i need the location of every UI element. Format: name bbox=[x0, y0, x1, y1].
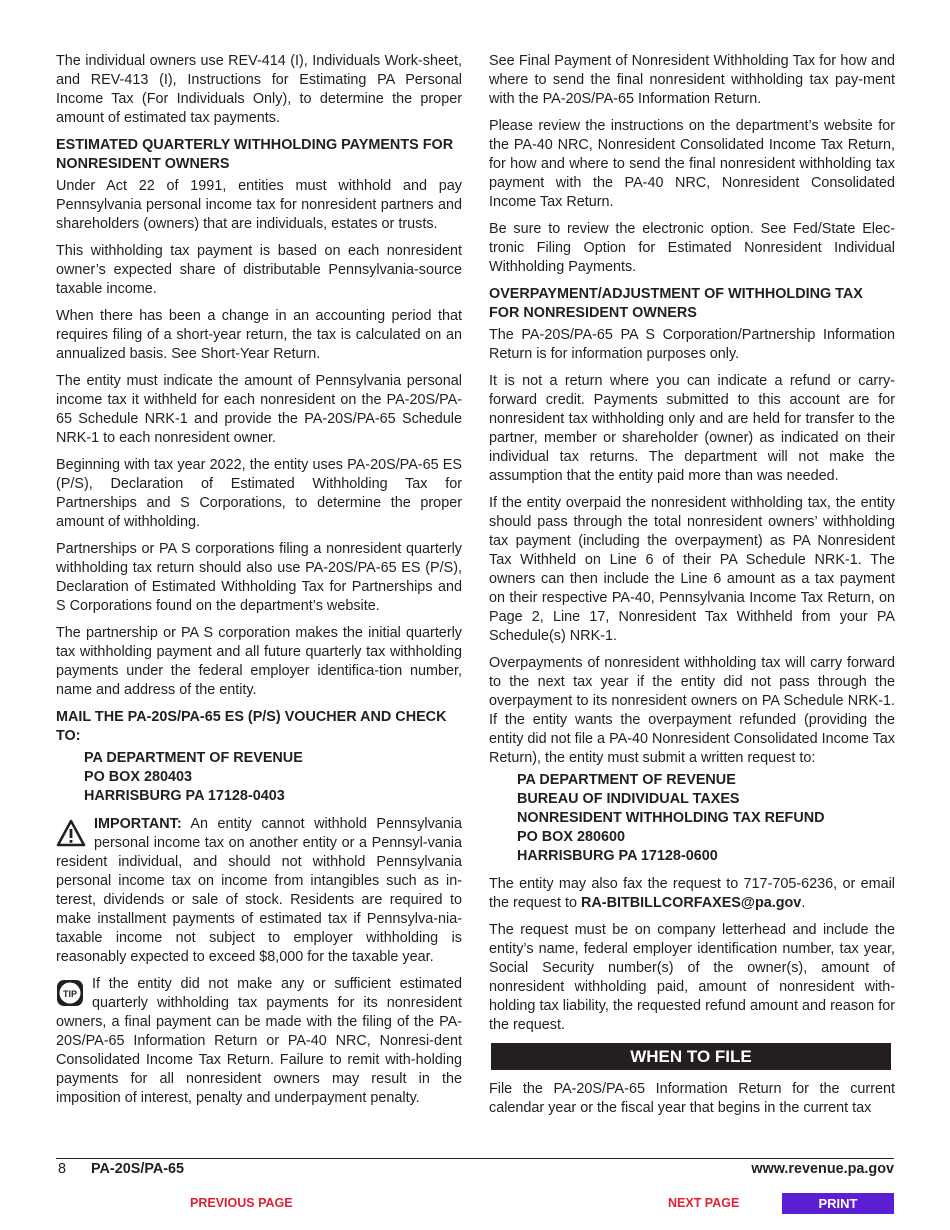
paragraph: The PA-20S/PA-65 PA S Corporation/Partnership Information Return is for information purposes only. bbox=[489, 327, 895, 362]
paragraph: Be sure to review the electronic option. See Fed/State Elec-tronic Filing Option for Estimated Nonresident Individual Withholding Payments. bbox=[489, 221, 895, 275]
address-line: NONRESIDENT WITHHOLDING TAX REFUND bbox=[517, 810, 825, 826]
section-heading-overpayment: OVERPAYMENT/ADJUSTMENT OF WITHHOLDING TAX FOR NONRESIDENT OWNERS bbox=[489, 286, 863, 321]
paragraph: See Final Payment of Nonresident Withholding Tax for how and where to send the final nonresident withholding tax pay-ment with the PA-20S/PA-65 Information Return. bbox=[489, 53, 895, 107]
footer-website: www.revenue.pa.gov bbox=[751, 1161, 894, 1177]
mailing-address bbox=[84, 749, 462, 806]
section-heading-mail-voucher: MAIL THE PA-20S/PA-65 ES (P/S) VOUCHER AND CHECK TO: bbox=[56, 709, 447, 744]
when-to-file-banner: WHEN TO FILE bbox=[491, 1043, 891, 1070]
refund-mailing-address bbox=[517, 771, 895, 866]
important-label: IMPORTANT: bbox=[94, 816, 182, 832]
tip-icon-label: TIP bbox=[62, 989, 78, 999]
address-line: HARRISBURG PA 17128-0600 bbox=[517, 848, 718, 864]
paragraph: Overpayments of nonresident withholding tax will carry forward to the next tax year if the entity did not pass through the overpayment to its nonresident owners on PA Schedule NRK-1. If the entity wants the overpayment refunded (providing the entity did not file a PA-40 Nonresident Consolidated Income Tax Return), the entity must submit a written request to: bbox=[489, 655, 895, 766]
address-line: PO BOX 280403 bbox=[84, 769, 192, 785]
paragraph: The request must be on company letterhead and include the entity’s name, federal employer identification number, tax year, Social Security number(s) of the owner(s), amount of nonresident withholding paid, amount of nonresident with-holding tax liability, the requested refund amount and reason for the request. bbox=[489, 922, 895, 1033]
footer-divider bbox=[56, 1158, 894, 1159]
email-link[interactable]: RA-BITBILLCORFAXES@pa.gov bbox=[581, 895, 802, 911]
paragraph: This withholding tax payment is based on each nonresident owner’s expected share of distributable Pennsylvania-source taxable income. bbox=[56, 243, 462, 297]
paragraph: If the entity overpaid the nonresident withholding tax, the entity should pass through the total nonresident owners’ withholding tax payment (including the overpayment) as PA Nonresident Tax Withheld on Line 6 of their PA Schedule NRK-1. The owners can then include the Line 6 amount as a tax payment on their respective PA-40, Pennsylvania Income Tax Return, on Page 2, Line 17, Nonresident Tax Withheld from your PA Schedule(s) NRK-1. bbox=[489, 495, 895, 644]
tip-note bbox=[56, 975, 462, 1108]
previous-page-link[interactable]: PREVIOUS PAGE bbox=[190, 1196, 293, 1210]
tip-text: If the entity did not make any or sufficient estimated quarterly withholding tax payments for its nonresident owners, a final payment can be made with the filing of the PA-20S/PA-65 Information Return or PA-40 NRC, Nonresi-dent Consolidated Income Tax Return. Failure to remit with-holding payments for all nonresident owners may result in the imposition of interest, penalty and underpayment penalty. bbox=[56, 976, 462, 1106]
paragraph: Beginning with tax year 2022, the entity uses PA-20S/PA-65 ES (P/S), Declaration of Estimated Withholding Tax for Partnerships and S Corporations, to determine the proper amount of withholding. bbox=[56, 457, 462, 530]
address-line: HARRISBURG PA 17128-0403 bbox=[84, 788, 285, 804]
important-note bbox=[56, 815, 462, 967]
paragraph: The partnership or PA S corporation makes the initial quarterly tax withholding payment and all future quarterly tax withholding payments under the federal employer identifica-tion number, name and address of the entity. bbox=[56, 625, 462, 698]
next-page-link[interactable]: NEXT PAGE bbox=[668, 1196, 740, 1210]
page-number: 8 bbox=[58, 1161, 67, 1177]
right-column bbox=[489, 52, 895, 1126]
paragraph: Under Act 22 of 1991, entities must withhold and pay Pennsylvania personal income tax for nonresident partners and shareholders (owners) that are individuals, estates or trusts. bbox=[56, 178, 462, 232]
address-line: PA DEPARTMENT OF REVENUE bbox=[84, 750, 303, 766]
paragraph: Partnerships or PA S corporations filing a nonresident quarterly withholding tax return should also use PA-20S/PA-65 ES (P/S), Declaration of Estimated Withholding Tax for Partnerships and S Corporations found on the department’s website. bbox=[56, 541, 462, 614]
paragraph: The individual owners use REV-414 (I), Individuals Work-sheet, and REV-413 (I), Instructions for Estimating PA Personal Income Tax (For Individuals Only), to determine the proper amount of estimated tax payments. bbox=[56, 53, 462, 126]
paragraph-fax-email: The entity may also fax the request to 717-705-6236, or email the request to RA-BITBILLCORFAXES@pa.gov. bbox=[489, 876, 895, 911]
footer-form-name: PA-20S/PA-65 bbox=[91, 1161, 185, 1177]
paragraph: The entity must indicate the amount of Pennsylvania personal income tax it withheld for each nonresident on the PA-20S/PA-65 Schedule NRK-1 and provide the PA-20S/PA-65 Schedule NRK-1 to each nonresident owner. bbox=[56, 373, 462, 446]
paragraph: When there has been a change in an accounting period that requires filing of a short-year return, the tax is calculated on an annualized basis. See Short-Year Return. bbox=[56, 308, 462, 362]
print-button[interactable]: PRINT bbox=[782, 1193, 894, 1214]
warning-triangle-icon bbox=[56, 819, 86, 853]
address-line: PA DEPARTMENT OF REVENUE bbox=[517, 772, 736, 788]
important-text: An entity cannot withhold Pennsylvania personal income tax on another entity or a Pennsyl-vania resident individual, and should not withhold Pennsylvania personal income tax on income from intangibles such as in-terest, dividends or sale of stock. Residents are required to make installment payments of estimated tax if Pennsylva-nia-taxable income not subject to employer withholding is reasonably expected to exceed $8,000 for the taxable year. bbox=[56, 816, 462, 965]
paragraph: Please review the instructions on the department’s website for the PA-40 NRC, Nonresident Consolidated Income Tax Return, for how and where to send the final nonresident withholding tax payment with the PA-40 NRC, Nonresident Consolidated Income Tax Return. bbox=[489, 118, 895, 210]
tip-badge-icon bbox=[56, 979, 84, 1013]
paragraph: It is not a return where you can indicate a refund or carry-forward credit. Payments submitted to this account are for nonresident tax withholding only and are held for transfer to the partner, member or shareholder (owner) as indicated on their individual tax returns. The department will not make the assumption that the entity paid more than was needed. bbox=[489, 373, 895, 484]
section-heading-estimated-payments: ESTIMATED QUARTERLY WITHHOLDING PAYMENTS FOR NONRESIDENT OWNERS bbox=[56, 137, 454, 172]
address-line: PO BOX 280600 bbox=[517, 829, 625, 845]
left-column bbox=[56, 52, 462, 1116]
paragraph: File the PA-20S/PA-65 Information Return for the current calendar year or the fiscal year that begins in the current tax bbox=[489, 1081, 895, 1116]
address-line: BUREAU OF INDIVIDUAL TAXES bbox=[517, 791, 740, 807]
